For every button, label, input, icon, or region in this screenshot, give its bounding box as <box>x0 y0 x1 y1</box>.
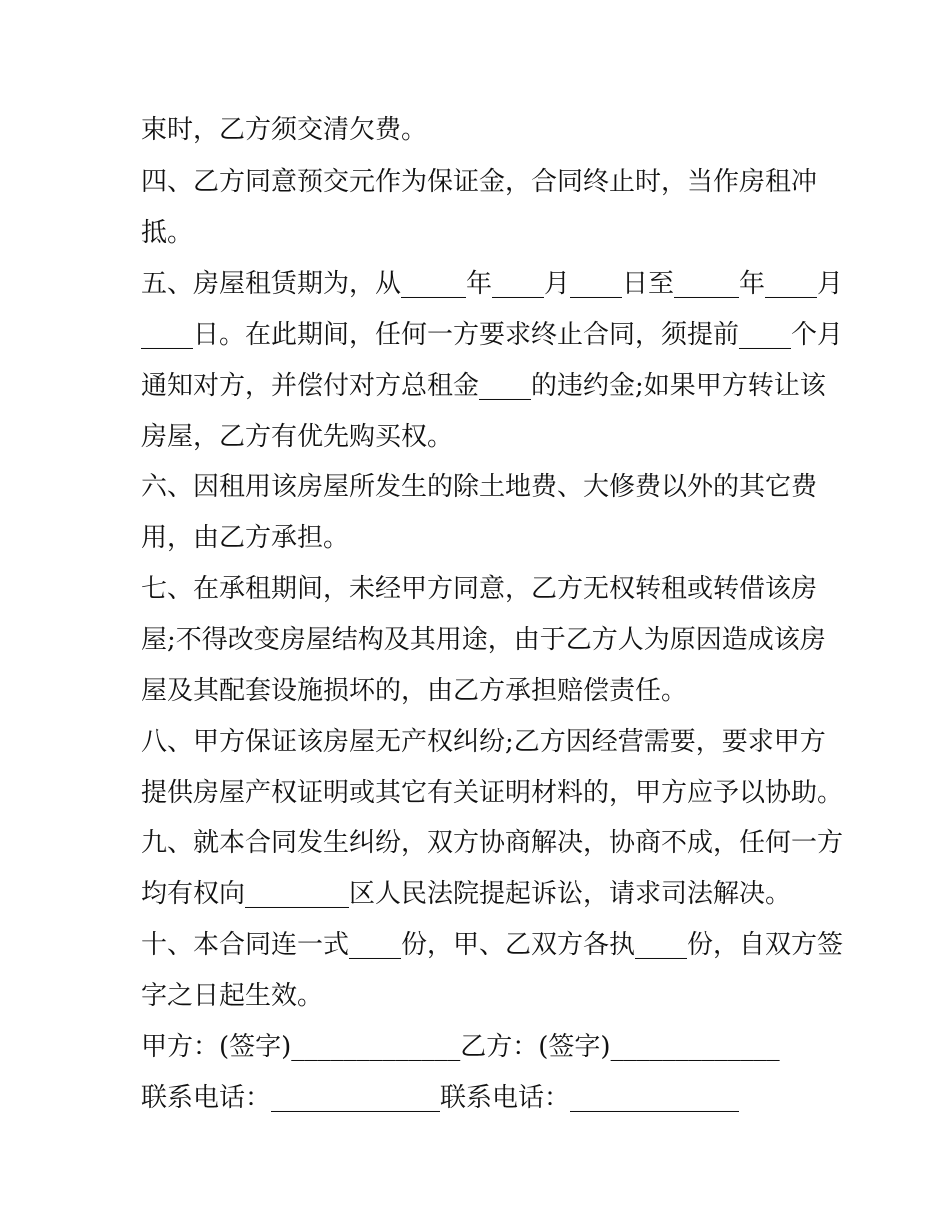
text-line: 六、因租用该房屋所发生的除土地费、大修费以外的其它费 <box>141 472 818 502</box>
text-line: 五、房屋租赁期为，从_____年____月____日至_____年____月 <box>141 269 844 299</box>
text-line: 七、在承租期间，未经甲方同意，乙方无权转租或转借该房 <box>141 574 818 604</box>
text-line: 八、甲方保证该房屋无产权纠纷;乙方因经营需要，要求甲方 <box>141 727 826 757</box>
text-line: 屋及其配套设施损坏的，由乙方承担赔偿责任。 <box>141 676 688 706</box>
text-line: 甲方：(签字)_____________乙方：(签字)_____________ <box>141 1032 780 1062</box>
text-line: 九、就本合同发生纠纷，双方协商解决，协商不成，任何一方 <box>141 828 844 858</box>
text-line: 均有权向________区人民法院提起诉讼，请求司法解决。 <box>141 879 792 909</box>
text-line: 用，由乙方承担。 <box>141 523 350 553</box>
text-line: 联系电话：_____________联系电话：_____________ <box>141 1083 740 1113</box>
text-line: 四、乙方同意预交元作为保证金，合同终止时，当作房租冲 <box>141 167 818 197</box>
text-line: 十、本合同连一式____份，甲、乙双方各执____份，自双方签 <box>141 930 844 960</box>
text-line: 提供房屋产权证明或其它有关证明材料的，甲方应予以协助。 <box>141 778 844 808</box>
text-line: 屋;不得改变房屋结构及其用途，由于乙方人为原因造成该房 <box>141 625 826 655</box>
text-line: 束时，乙方须交清欠费。 <box>141 115 428 145</box>
text-line: 字之日起生效。 <box>141 981 324 1011</box>
text-line: 通知对方，并偿付对方总租金____的违约金;如果甲方转让该 <box>141 371 826 401</box>
text-line: 抵。 <box>141 218 194 248</box>
text-line: 房屋，乙方有优先购买权。 <box>141 422 454 452</box>
text-line: ____日。在此期间，任何一方要求终止合同，须提前____个月 <box>141 320 844 350</box>
